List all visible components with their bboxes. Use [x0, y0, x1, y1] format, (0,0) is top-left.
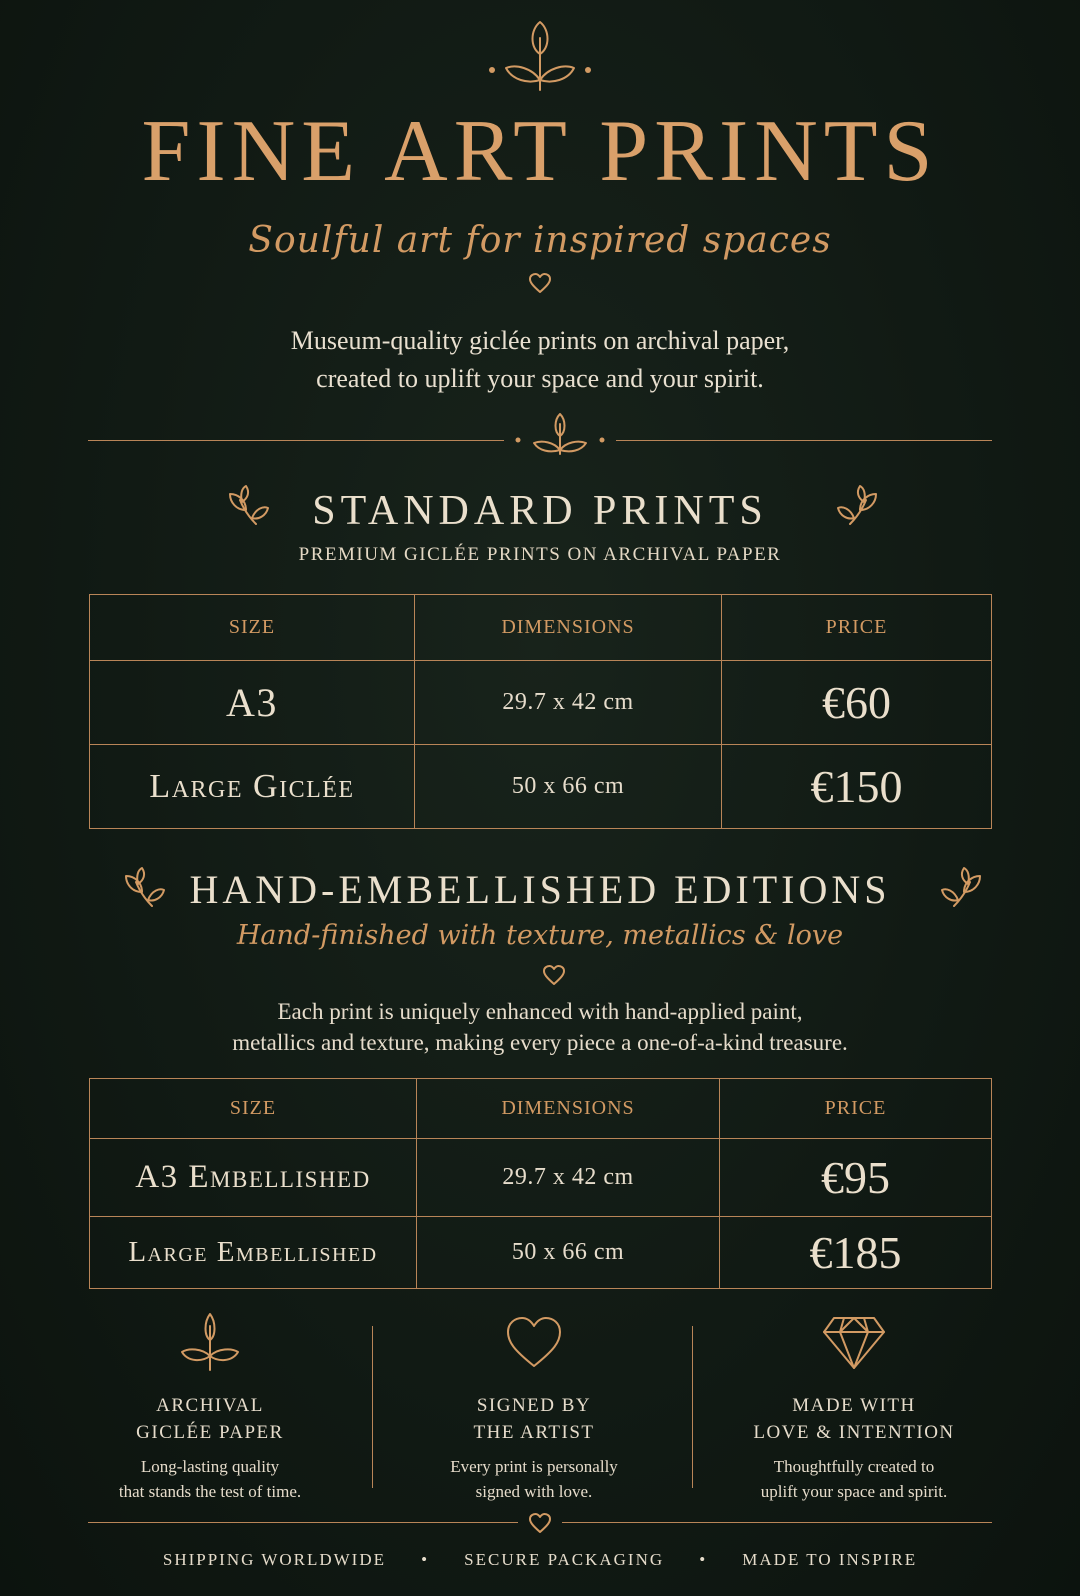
footer-item-shipping: SHIPPING WORLDWIDE — [162, 1550, 387, 1569]
embellished-description — [0, 996, 1080, 1058]
header-price: PRICE — [720, 1079, 992, 1139]
page-subtitle: Soulful art for inspired spaces — [248, 220, 832, 261]
intro-text — [0, 322, 1080, 398]
table-row — [90, 1139, 992, 1217]
size-cell: A3 Embellished — [90, 1139, 417, 1217]
header-size: SIZE — [90, 595, 415, 661]
size-cell: Large Giclée — [90, 745, 415, 829]
standard-section-title: STANDARD PRINTS — [312, 488, 768, 534]
intro-line-1: Museum-quality giclée prints on archival paper, — [290, 326, 790, 355]
footer-separator: • — [699, 1550, 708, 1569]
header-size: SIZE — [90, 1079, 417, 1139]
table-row — [90, 661, 992, 745]
embellished-section-subtitle: Hand-finished with texture, metallics & love — [236, 920, 844, 951]
feature-desc-line-1: Every print is personally — [450, 1457, 618, 1476]
embellished-price-table — [89, 1078, 992, 1289]
feature-title-line-1: SIGNED BY — [476, 1395, 592, 1416]
dimensions-cell: 29.7 x 42 cm — [417, 1139, 720, 1217]
footer-separator: • — [421, 1550, 430, 1569]
standard-price-table — [89, 594, 992, 829]
price-cell: €60 — [722, 661, 992, 745]
feature-title-line-2: GICLÉE PAPER — [136, 1422, 284, 1443]
embellished-section-title: HAND-EMBELLISHED EDITIONS — [189, 867, 891, 912]
feature-desc-line-2: that stands the test of time. — [118, 1482, 302, 1501]
feature-desc-line-2: uplift your space and spirit. — [760, 1482, 948, 1501]
footer-divider-right — [562, 1522, 992, 1523]
price-cell: €150 — [722, 745, 992, 829]
feature-title-line-1: ARCHIVAL — [156, 1395, 264, 1416]
standard-section-subtitle: PREMIUM GICLÉE PRINTS ON ARCHIVAL PAPER — [298, 544, 782, 565]
feature-title-line-2: THE ARTIST — [473, 1422, 595, 1443]
footer-heart-icon — [528, 1512, 552, 1534]
diamond-icon — [822, 1312, 886, 1372]
intro-line-2: created to uplift your space and your spirit. — [316, 364, 764, 393]
embellished-desc-line-2: metallics and texture, making every piece a one-of-a-kind treasure. — [232, 1030, 848, 1055]
dimensions-cell: 50 x 66 cm — [415, 745, 722, 829]
size-cell: Large Embellished — [90, 1217, 417, 1289]
small-heart-icon — [528, 272, 552, 294]
feature-desc-line-1: Long-lasting quality — [140, 1457, 280, 1476]
footer-item-inspire: MADE TO INSPIRE — [742, 1550, 918, 1569]
header-dimensions: DIMENSIONS — [417, 1079, 720, 1139]
table-header-row — [90, 595, 992, 661]
footer-bar — [0, 1550, 1080, 1570]
divider-left — [88, 440, 504, 441]
dimensions-cell: 50 x 66 cm — [417, 1217, 720, 1289]
feature-signed — [384, 1312, 684, 1504]
table-row — [90, 1217, 992, 1289]
price-cell: €95 — [720, 1139, 992, 1217]
table-header-row — [90, 1079, 992, 1139]
size-cell: A3 — [90, 661, 415, 745]
feature-desc-line-2: signed with love. — [475, 1482, 593, 1501]
footer-divider-left — [88, 1522, 518, 1523]
header-price: PRICE — [722, 595, 992, 661]
header-dimensions: DIMENSIONS — [415, 595, 722, 661]
dimensions-cell: 29.7 x 42 cm — [415, 661, 722, 745]
feature-title-line-2: LOVE & INTENTION — [753, 1422, 955, 1443]
top-leaf-ornament-icon — [486, 18, 594, 94]
divider-right — [616, 440, 992, 441]
price-cell: €185 — [720, 1217, 992, 1289]
feature-divider-1 — [372, 1326, 373, 1488]
embellished-heart-icon — [542, 964, 566, 986]
page-title: FINE ART PRINTS — [141, 103, 939, 200]
table-row — [90, 745, 992, 829]
embellished-desc-line-1: Each print is uniquely enhanced with hand-applied paint, — [277, 999, 803, 1024]
feature-title-line-1: MADE WITH — [792, 1395, 916, 1416]
divider-leaf-ornament-icon — [514, 412, 606, 456]
feature-archival — [60, 1312, 360, 1504]
feature-desc-line-1: Thoughtfully created to — [773, 1457, 935, 1476]
heart-icon — [502, 1312, 566, 1372]
footer-item-packaging: SECURE PACKAGING — [464, 1550, 665, 1569]
feature-divider-2 — [692, 1326, 693, 1488]
leaf-icon — [178, 1312, 242, 1372]
feature-love — [704, 1312, 1004, 1504]
